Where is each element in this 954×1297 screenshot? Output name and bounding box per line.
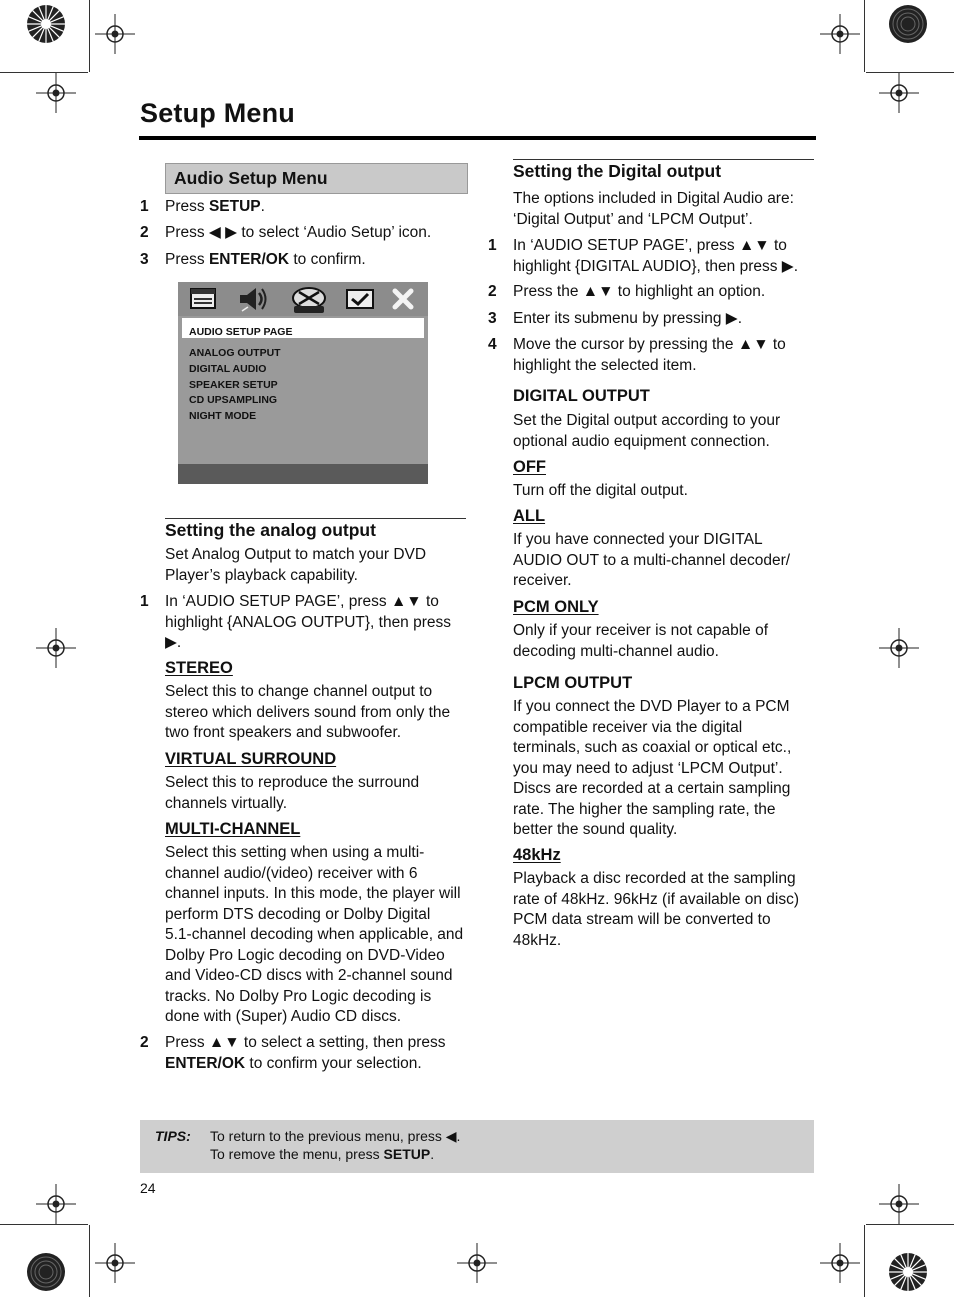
- crosshair-mark-icon: [457, 1243, 497, 1283]
- step-number: 2: [140, 1034, 149, 1051]
- title-rule: [139, 136, 816, 140]
- multi-channel-label: MULTI-CHANNEL: [165, 820, 301, 838]
- page-title: Setup Menu: [140, 98, 295, 128]
- stereo-label: STEREO: [165, 659, 233, 677]
- step-number: 1: [488, 237, 497, 254]
- step-number: 2: [488, 283, 497, 300]
- osd-footer: [178, 464, 428, 484]
- page-number: 24: [140, 1180, 156, 1196]
- audio-setup-osd: [178, 282, 428, 484]
- step-number: 3: [488, 310, 497, 327]
- digital-step-1: In ‘AUDIO SETUP PAGE’, press ▲▼ to highlight {DIGITAL AUDIO}, then press ▶.: [513, 237, 799, 275]
- osd-header-label: AUDIO SETUP PAGE: [189, 326, 293, 338]
- audio-setup-menu-bar: [165, 163, 468, 194]
- exit-icon: [392, 288, 414, 310]
- osd-item: ANALOG OUTPUT: [189, 347, 281, 359]
- registration-circle-icon: [26, 1252, 66, 1292]
- step-number: 1: [140, 593, 149, 610]
- general-setup-icon: [190, 288, 216, 310]
- pcm-only-description: Only if your receiver is not capable of decoding multi-channel audio.: [513, 622, 769, 660]
- lpcm-output-description: If you connect the DVD Player to a PCM compatible receiver via the digital terminals, such as coaxial or optical etc., you may need to adjust ‘LPCM Output’. Discs are recorded at a certain sampling rate. The higher the sampling rate, the better the sound quality.: [513, 698, 792, 838]
- section-rule: [513, 159, 814, 160]
- virtual-surround-description: Select this to reproduce the surround channels virtually.: [165, 774, 420, 812]
- pcm-only-label: PCM ONLY: [513, 598, 599, 616]
- crosshair-mark-icon: [95, 1243, 135, 1283]
- osd-item: CD UPSAMPLING: [189, 394, 278, 406]
- stereo-description: Select this to change channel output to stereo which delivers sound from only the two front speakers and subwoofer.: [165, 683, 451, 741]
- step-text: Press SETUP.: [165, 198, 265, 215]
- analog-intro: Set Analog Output to match your DVD Player’s playback capability.: [165, 546, 427, 584]
- digital-step-3: Enter its submenu by pressing ▶.: [513, 310, 743, 327]
- step-number: 3: [140, 251, 149, 268]
- all-label: ALL: [513, 507, 546, 525]
- crosshair-mark-icon: [879, 628, 919, 668]
- crosshair-mark-icon: [879, 1184, 919, 1224]
- preference-setup-icon: [346, 289, 374, 309]
- digital-output-heading: Setting the Digital output: [513, 161, 722, 181]
- step-number: 1: [140, 198, 149, 215]
- osd-header: [182, 318, 424, 338]
- tips-label: TIPS:: [155, 1128, 191, 1144]
- section-heading: Audio Setup Menu: [174, 168, 328, 188]
- crosshair-mark-icon: [36, 73, 76, 113]
- crosshair-mark-icon: [36, 1184, 76, 1224]
- digital-step-4: Move the cursor by pressing the ▲▼ to highlight the selected item.: [513, 336, 786, 374]
- analog-output-heading: Setting the analog output: [165, 520, 376, 540]
- 48khz-description: Playback a disc recorded at the sampling rate of 48kHz. 96kHz (if available on disc) PCM data stream will be converted to 48kHz.: [513, 870, 800, 949]
- analog-step-1: In ‘AUDIO SETUP PAGE’, press ▲▼ to highlight {ANALOG OUTPUT}, then press ▶.: [165, 593, 452, 651]
- digital-step-2: Press the ▲▼ to highlight an option.: [513, 283, 766, 300]
- off-description: Turn off the digital output.: [513, 482, 688, 499]
- osd-icon-bar: [178, 282, 428, 316]
- crosshair-mark-icon: [879, 73, 919, 113]
- lpcm-output-subheading: LPCM OUTPUT: [513, 674, 633, 692]
- step-text: Press ◀ ▶ to select ‘Audio Setup’ icon.: [165, 224, 432, 241]
- crosshair-mark-icon: [36, 628, 76, 668]
- registration-circle-icon: [888, 4, 928, 44]
- registration-rose-icon: [26, 4, 66, 44]
- crosshair-mark-icon: [820, 1243, 860, 1283]
- multi-channel-description: Select this setting when using a multi- channel audio/(video) receiver with 6 channel inputs. In this mode, the player will perform DTS decoding or Dolby Digital 5.1-channel decoding when applicable, and Dolby Pro Logic decoding on DVD-Video and Video-CD discs with 2-channel sound tracks. No Dolby Pro Logic decoding is done with (Super) Audio CD discs.: [165, 844, 464, 1025]
- step-text: Press ENTER/OK to confirm.: [165, 251, 366, 268]
- digital-intro: The options included in Digital Audio are: ‘Digital Output’ and ‘LPCM Output’.: [513, 190, 794, 228]
- osd-item: NIGHT MODE: [189, 410, 257, 422]
- step-number: 2: [140, 224, 149, 241]
- tips-box: [140, 1120, 814, 1173]
- step-number: 4: [488, 336, 497, 353]
- audio-setup-icon: [238, 285, 270, 313]
- tips-line-2: To remove the menu, press SETUP.: [210, 1146, 435, 1162]
- dolby-setup-icon: [290, 286, 328, 314]
- analog-step-2: Press ▲▼ to select a setting, then press ENTER/OK to confirm your selection.: [165, 1034, 446, 1072]
- osd-item: DIGITAL AUDIO: [189, 363, 267, 375]
- registration-rose-icon: [888, 1252, 928, 1292]
- crosshair-mark-icon: [95, 14, 135, 54]
- 48khz-label: 48kHz: [513, 846, 561, 864]
- off-label: OFF: [513, 458, 546, 476]
- virtual-surround-label: VIRTUAL SURROUND: [165, 750, 337, 768]
- crosshair-mark-icon: [820, 14, 860, 54]
- digital-output-description: Set the Digital output according to your optional audio equipment connection.: [513, 412, 781, 450]
- section-rule: [165, 518, 466, 519]
- osd-item: SPEAKER SETUP: [189, 379, 278, 391]
- digital-output-subheading: DIGITAL OUTPUT: [513, 387, 650, 405]
- tips-line-1: To return to the previous menu, press ◀.: [210, 1128, 461, 1144]
- all-description: If you have connected your DIGITAL AUDIO OUT to a multi-channel decoder/ receiver.: [513, 531, 791, 589]
